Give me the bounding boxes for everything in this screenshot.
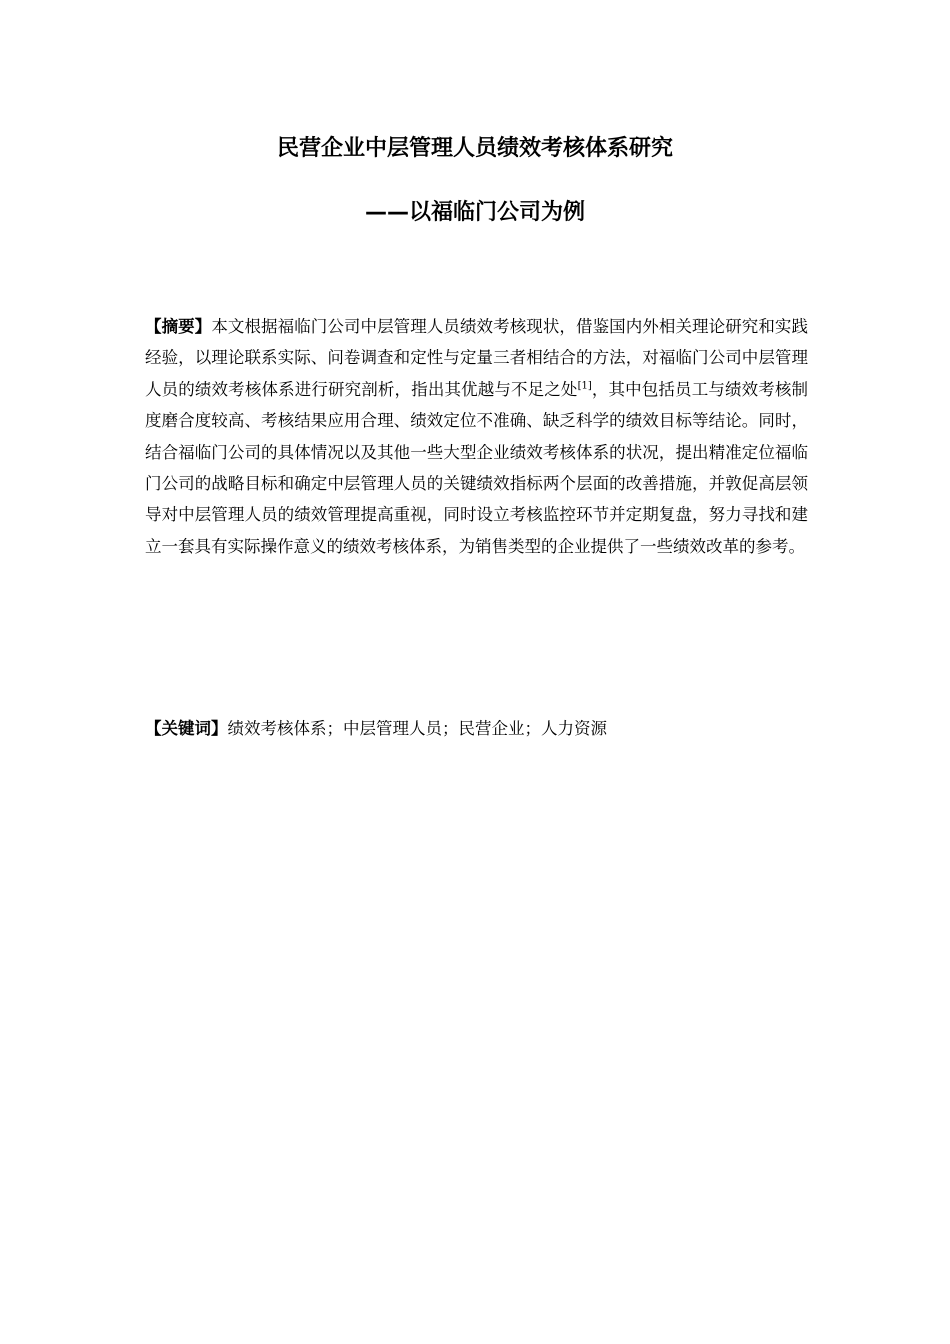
abstract-text-part2: ，其中包括员工与绩效考核制度磨合度较高、考核结果应用合理、绩效定位不准确、缺乏科学的绩效目标等结论。同时，结合福临门公司的具体情况以及其他一些大型企业绩效考核体系的状况，提出精准定位福临门公司的战略目标和确定中层管理人员的关键绩效指标两个层面的改善措施，并敦促高层领导对中层管理人员的绩效管理提高重视，同时设立考核监控环节并定期复盘，努力寻找和建立一套具有实际操作意义的绩效考核体系，为销售类型的企业提供了一些绩效改革的参考。 xyxy=(145,379,809,556)
keywords-paragraph xyxy=(145,713,808,744)
abstract-text-part1: 本文根据福临门公司中层管理人员绩效考核现状，借鉴国内外相关理论研究和实践经验，以理论联系实际、问卷调查和定性与定量三者相结合的方法，对福临门公司中层管理人员的绩效考核体系进行研究剖析，指出其优越与不足之处 xyxy=(145,317,809,399)
citation-marker: [1] xyxy=(577,380,592,392)
paper-subtitle: ——以福临门公司为例 xyxy=(364,200,585,225)
keywords-label: 【关键词】 xyxy=(145,719,228,738)
abstract-paragraph xyxy=(145,311,808,562)
abstract-label: 【摘要】 xyxy=(145,317,212,336)
keywords-text: 绩效考核体系；中层管理人员；民营企业；人力资源 xyxy=(227,719,607,738)
paper-title: 民营企业中层管理人员绩效考核体系研究 xyxy=(276,136,673,161)
